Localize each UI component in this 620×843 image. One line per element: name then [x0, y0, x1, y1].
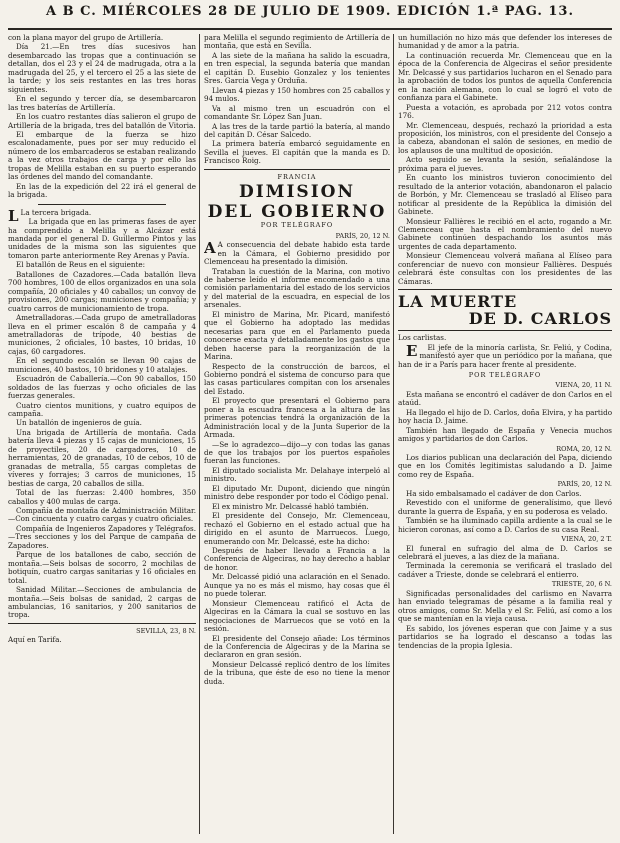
paragraph: Revestido con el uniforme de generalísimo, que llevó durante la guerra de España, y en su poderosa es velado. [398, 498, 612, 516]
dateline: PARÍS, 20, 12 N. [335, 231, 390, 240]
paragraph: El batallón de Reus en el siguiente: [16, 260, 146, 270]
paragraph: Ha llegado el hijo de D. Carlos, doña Elvira, y ha partido hoy hacia D. Jaime. [398, 407, 612, 426]
headline: DE D. CARLOS [468, 309, 612, 329]
paragraph: Acto seguido se levanta la sesión, señalándose la próxima para el jueves. [398, 155, 612, 173]
paragraph: Es sabido, los jóvenes esperan que con Jaime y a sus partidarios se ha logrado el descanso a todas las tendencias de la propia Iglesia. [398, 623, 612, 650]
dateline: PARÍS, 20, 12 N. [557, 480, 612, 489]
paragraph: Esta mañana se encontró el cadáver de don Carlos en el ataúd. [398, 389, 612, 408]
paragraph: Ha sido embalsamado el cadáver de don Carlos. [406, 488, 582, 498]
dateline: ROMA, 20, 12 N. [556, 444, 612, 453]
paragraph: En los cuatro restantes días salieron el grupo de Artillería de la brigada, tres del batallón de Vitoria. [8, 112, 196, 130]
separator [38, 204, 166, 205]
column-3 [398, 34, 612, 834]
drop-cap: L [8, 206, 19, 225]
paragraph: Puesta a votación, es aprobada por 212 votos contra 176. [398, 102, 612, 121]
paragraph: Los diarios publican una declaración del Papa, diciendo que en los Comités legitimistas saludando a D. Jaime como rey de España. [398, 453, 612, 479]
paragraph: Va al mismo tren un escuadrón con el comandante Sr. López San Juan. [204, 103, 390, 122]
paragraph: En el segundo escalón se llevan 90 cajas de municiones, 40 bastos, 10 bridones y 10 atalajes. [8, 356, 196, 374]
section-kicker: FRANCIA [277, 172, 317, 181]
paragraph: Ametralladoras.—Cada grupo de ametralladoras lleva en el primer escalón 8 de campaña y 4 ametralladoras de trípode, 40 bestias de municiones, 2 oficiales, 10 bastes, 10 bridas, 10 cajas, 60 cargadores. [8, 313, 196, 356]
section-lead: E El jefe de la minoría carlista, Sr. Feliú, y Codina, manifestó ayer que un periódico por la mañana, que han de ir a París para hacer frente al presidente. [398, 341, 612, 369]
section-kicker: POR TELÉGRAFO [468, 370, 542, 379]
paragraph: En cuanto los ministros tuvieron conocimiento del resultado de la anterior votación, abandonaron el palacio de Borbón, y Mr. Clemenceau se trasladó al Elíseo para notificar al presidente de la República la dimisión del Gabinete. [398, 173, 612, 217]
section-lead: L La tercera brigada. [8, 206, 92, 225]
paragraph: Compañía de montaña de Administración Militar.—Con cincuenta y cuatro cargas y cuatro oficiales. [8, 506, 196, 524]
paragraph: Un batallón de ingenieros de guía. [16, 418, 142, 428]
paragraph: Total de las fuerzas: 2.400 hombres, 350 caballos y 400 mulas de carga. [8, 488, 196, 506]
paragraph: un humillación no hizo más que defender los intereses de humanidad y de amor a la patria. [398, 34, 612, 51]
paragraph: para Melilla el segundo regimiento de Artillería de montaña, que está en Sevilla. [204, 34, 390, 51]
paragraph: En las de la expedición del 22 irá el general de la brigada. [8, 181, 196, 200]
paragraph: Batallones de Cazadores.—Cada batallón lleva 700 hombres, 100 de ellos organizados en una sola compañía, 20 oficiales y 40 caballos; un convoy de provisiones, 200 cargas; municiones y compañía; y cuatro carros de municionamiento de tropa. [8, 269, 196, 313]
paragraph: La brigada que en las primeras fases de ayer ha comprendido a Melilla y a Alcázar está mandada por el general D. Guillermo Pintos y las unidades de la misma son las siguientes que tomaron parte anteriormente Rey Arenas y Pavía. [8, 217, 196, 260]
paragraph: Llevan 4 piezas y 150 hombres con 25 caballos y 94 mulos. [204, 85, 390, 104]
section-lead: A A consecuencia del debate habido esta tarde en la Cámara, el Gobierno presidido por Clemenceau ha presentado la dimisión. [204, 239, 390, 267]
paragraph: Mr. Clemenceau, después, rechazó la prioridad a esta proposición, los ministros, con el presidente del Consejo a la cabeza, abandonan el salón de sesiones, en medio de los aplausos de una multitud de oposición. [398, 120, 612, 155]
paragraph: Una brigada de Artillería de montaña. Cada batería lleva 4 piezas y 15 cajas de municiones, 15 de proyectiles, 20 de cargadores, 10 de herramientas, 20 de granadas, 10 de cebos, 10 de granadas de metralla, 55 cargas completas de víveres y forrajes; 3 carros de municiones, 15 bestias de carga, 20 caballos de silla. [8, 427, 196, 488]
paragraph: El presidente del Consejo, Mr. Clemenceau, rechazó el Gobierno en el estado actual que ha dirigido en el asunto de Marruecos. Luego, enumerando con Mr. Delcassé, este ha dicho: [204, 511, 390, 546]
dateline: VIENA, 20, 2 T. [561, 535, 612, 544]
headline-subtitle: POR TELÉGRAFO [260, 221, 334, 230]
column-divider [199, 34, 200, 834]
paragraph: —Se lo agradezco—dijo—y con todas las ganas de que los trabajos por los puertos españoles fueran las funciones. [204, 439, 390, 466]
paragraph: Cuatro cientos munitions, y cuatro equipos de campaña. [8, 400, 196, 419]
paragraph: Respecto de la construcción de barcos, el Gobierno pondrá el sistema de concurso para que las casas particulares compitan con los arsenales del Estado. [204, 361, 390, 396]
column-2 [204, 34, 390, 834]
paragraph: Parque de los batallones de cabo, sección de montaña.—Seis bolsas de socorro, 2 mochilas de botiquín, cuatro cargas sanitarias y 16 oficiales en total. [8, 550, 196, 585]
separator [204, 169, 390, 170]
paragraph: Compañía de Ingenieros Zapadores y Telégrafos.—Tres secciones y los del Parque de campaña de Zapadores. [8, 523, 196, 550]
column-1 [8, 34, 196, 834]
paragraph: El funeral en sufragio del alma de D. Carlos se celebrará el jueves, a las diez de la mañana. [398, 543, 612, 562]
dateline: VIENA, 20, 11 N. [555, 381, 612, 390]
drop-cap: E [406, 341, 418, 360]
separator [398, 330, 612, 331]
paragraph: El diputado socialista Mr. Delahaye interpeló al ministro. [204, 465, 390, 484]
paragraph: El embarque de la fuerza se hizo escalonadamente, pues por ser muy reducido el número de los embarcaderos se estaban realizando a la vez otros trabajos de carga y por ello las tropas de Melilla estaban en su puerto esperando las órdenes del mando del comandante. [8, 129, 196, 182]
paragraph: Después de haber llevado a Francia a la Conferencia de Algeciras, no hay derecho a hablar de honor. [204, 546, 390, 572]
paragraph: Aquí en Tarifa. [8, 635, 62, 645]
headline: DEL GOBIERNO [207, 202, 387, 223]
paragraph: Día 21.—En tres días sucesivos han desembarcado las tropas que a continuación se detallan, dos el 23 y el 24 de madrugada, otra a la madrugada del 25, y el tercero el 25 a las siete de la tarde; y los seis restantes en las tres horas siguientes. [8, 42, 196, 94]
paragraph: Monsieur Delcassé replicó dentro de los límites de la tribuna, que éste de eso no tiene la menor duda. [204, 659, 390, 686]
paragraph: El presidente del Consejo añade: Los términos de la Conferencia de Algeciras y de la Marina se declararon en gran sesión. [204, 633, 390, 660]
paragraph: La primera batería embarcó seguidamente en Sevilla el jueves. El capitán que la manda es D. Francisco Roig. [204, 139, 390, 166]
page-header: A B C. MIÉRCOLES 28 DE JULIO DE 1909. EDICIÓN 1.ª PAG. 13. [45, 4, 574, 19]
paragraph: A las siete de la mañana ha salido la escuadra, en tren especial, la segunda batería que mandan el capitán D. Eusebio Gonzalez y los tenientes Sres. Garcia Vega y Orduña. [204, 50, 390, 86]
paragraph: El diputado Mr. Dupont, diciendo que ningún ministro debe responder por todo el Código penal. [204, 483, 390, 502]
paragraph: Sanidad Militar.—Secciones de ambulancia de montaña.—Seis bolsas de sanidad, 2 cargas de ambulancias, 16 sanitarios, y 200 sanitarios de tropa. [8, 585, 196, 620]
paragraph: con la plana mayor del grupo de Artillería. [8, 34, 164, 42]
paragraph: También se ha iluminado capilla ardiente a la cual se le hicieron coronas, así como a D. Carlos de su casa Real. [398, 516, 612, 534]
separator [398, 289, 612, 290]
dateline: SEVILLA, 23, 8 N. [136, 626, 196, 635]
paragraph: El ex ministro Mr. Delcassé habló también. [212, 501, 369, 511]
paragraph: Monsieur Clemenceau volverá mañana al Elíseo para conferenciar de nuevo con monsieur Fallières. Después celebrará éste consultas con los presidentes de las Cámaras. [398, 251, 612, 286]
paragraph: Mr. Delcassé pidió una aclaración en el Senado. Aunque ya no es más el mismo, hay cosas que él no puede tolerar. [204, 572, 390, 599]
paragraph: Monsieur Clemenceau ratificó el Acta de Algeciras en la Cámara la cual se sostuvo en las negociaciones de Marruecos que se votó en la sesión. [204, 598, 390, 634]
paragraph: La continuación recuerda Mr. Clemenceau que en la época de la Conferencia de Algeciras el señor presidente Mr. Delcassé y sus partidarios lucharon en el Senado para la aprobación de todos los puntos de aquella Conferencia en la nación alemana, con lo cual se logró el voto de confianza para el Gabinete. [398, 50, 612, 103]
paragraph: A las tres de la tarde partió la batería, al mando del capitán D. César Salcedo. [204, 121, 390, 139]
paragraph: El ministro de Marina, Mr. Picard, manifestó que el Gobierno ha adoptado las medidas necesarias para que en el Parlamento pueda conocerse exacta y detalladamente los gastos que deben hacerse para la reorganización de la Marina. [204, 309, 390, 362]
drop-cap: A [204, 239, 216, 258]
paragraph: También han llegado de España y Venecia muchos amigos y partidarios de don Carlos. [398, 425, 612, 444]
paragraph: Trataban la cuestión de la Marina, con motivo de haberse leído el informe encomendado a una comisión parlamentaria del estado de los servicios y del material de la escuadra, en especial de los arsenales. [204, 266, 390, 310]
paragraph: Los carlistas. [398, 333, 447, 343]
headline: LA MUERTE [398, 292, 518, 312]
header-rule [8, 28, 612, 30]
dateline: TRIESTE, 20, 6 N. [551, 580, 612, 589]
column-divider [393, 34, 394, 834]
paragraph: Escuadrón de Caballería.—Con 90 caballos, 150 soldados de las fuerzas y ocho oficiales de las fuerzas generales. [8, 374, 196, 401]
separator [8, 623, 196, 624]
paragraph: Significadas personalidades del carlismo en Navarra han enviado telegramas de pésame a la familia real y otros amigos, como Sr. Mella y el Sr. Feliú, así como a los que se mantenían en la vieja causa. [398, 588, 612, 624]
paragraph: En el segundo y tercer día, se desembarcaron las tres baterías de Artillería. [8, 94, 196, 112]
paragraph: Terminada la ceremonia se verificará el traslado del cadáver a Trieste, donde se celebrará el entierro. [398, 561, 612, 579]
paragraph: El proyecto que presentará el Gobierno para poner a la escuadra francesa a la altura de las primeras potencias tendrá la organización de la Administración local y de la Junta Superior de la Armada. [204, 396, 390, 440]
paragraph: Monsieur Fallières le recibió en el acto, rogando a Mr. Clemenceau que hasta el nombramiento del nuevo Gabinete continúen despachando los asuntos más urgentes de cada departamento. [398, 216, 612, 251]
headline: DIMISION [238, 182, 356, 203]
